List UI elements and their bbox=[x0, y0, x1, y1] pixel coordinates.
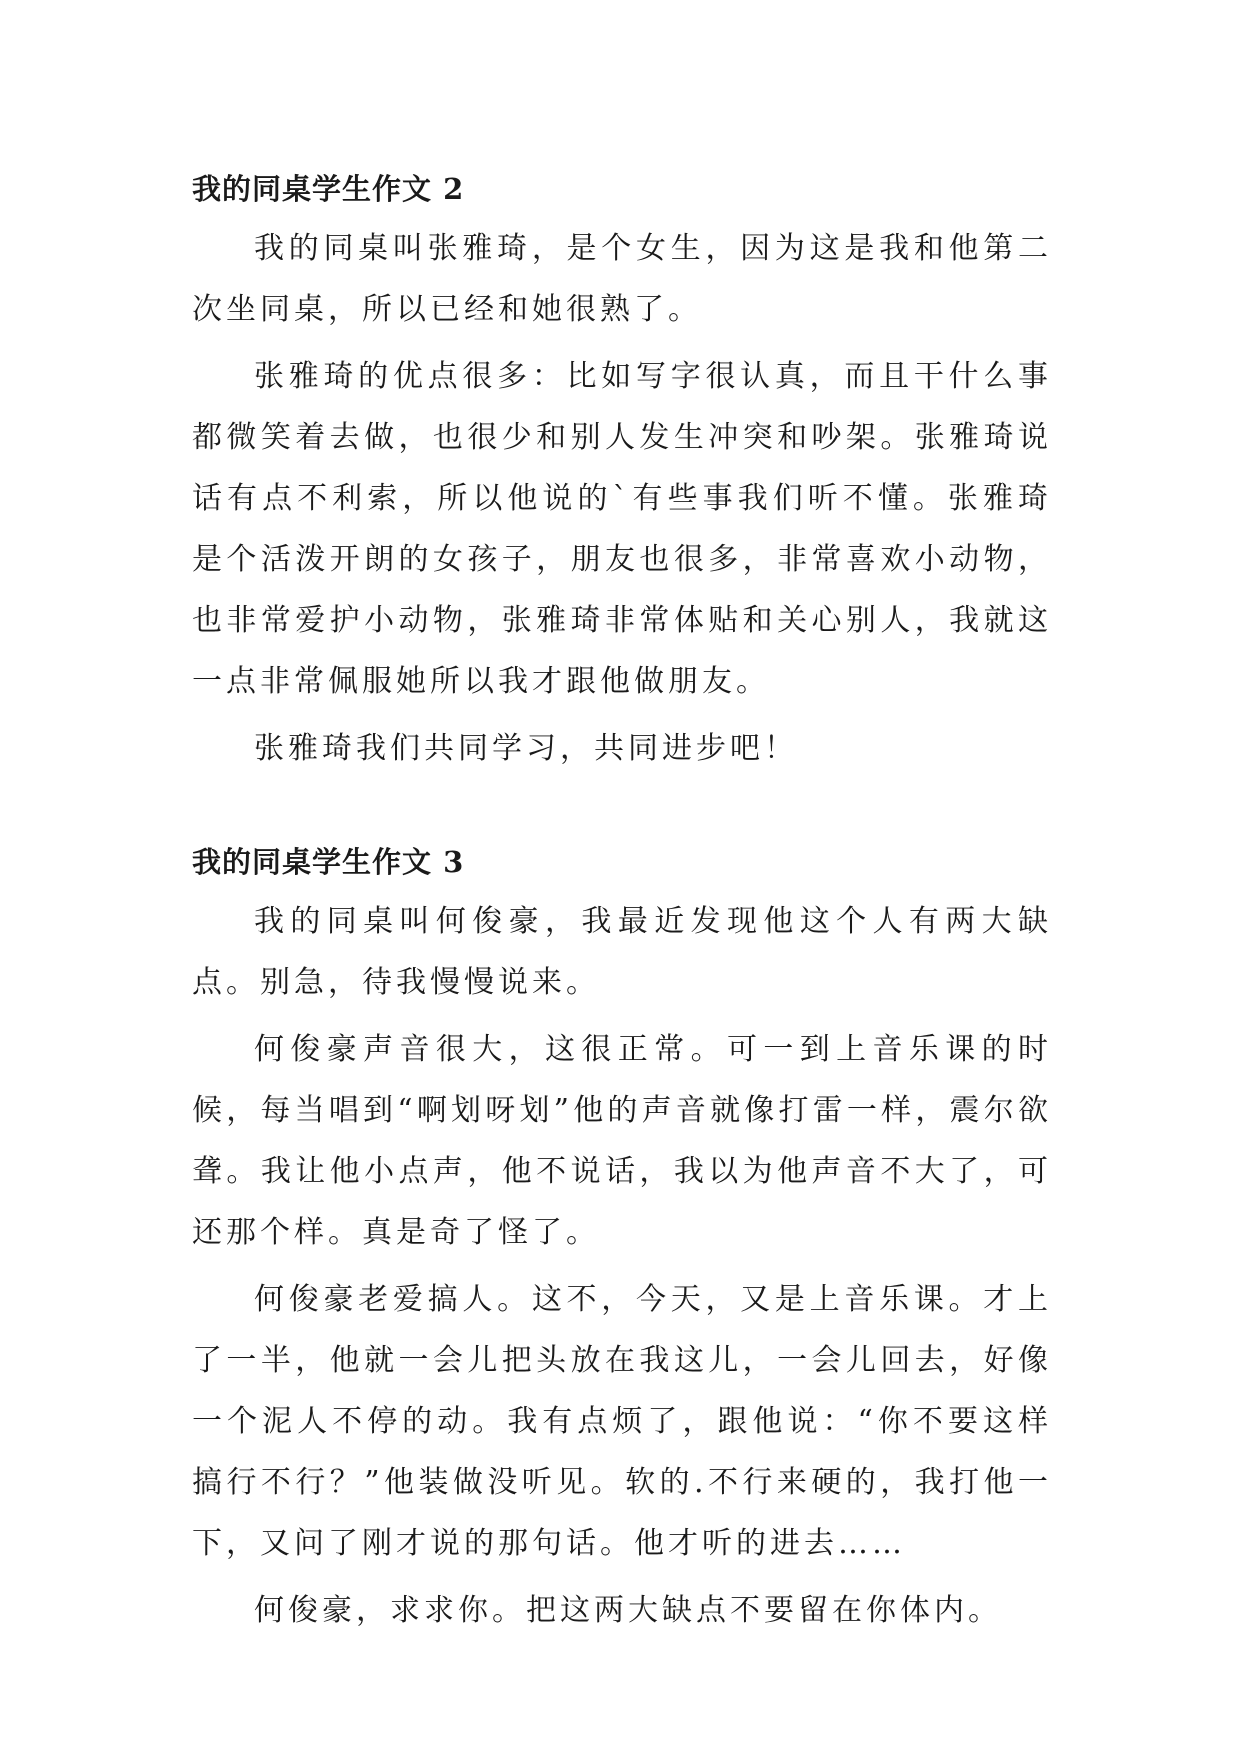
paragraph: 何俊豪老爱搞人。这不，今天，又是上音乐课。才上了一半，他就一会儿把头放在我这儿，一会儿回去，好像一个泥人不停的动。我有点烦了，跟他说：“你不要这样搞行不行？”他装做没听见。软的.不行来硬的，我打他一下，又问了刚才说的那句话。他才听的进去…… bbox=[192, 1282, 1052, 1561]
paragraph: 张雅琦的优点很多：比如写字很认真，而且干什么事都微笑着去做，也很少和别人发生冲突和吵架。张雅琦说话有点不利索，所以他说的`有些事我们听不懂。张雅琦是个活泼开朗的女孩子，朋友也很多，非常喜欢小动物，也非常爱护小动物，张雅琦非常体贴和关心别人，我就这一点非常佩服她所以我才跟他做朋友。 bbox=[192, 359, 1052, 699]
essay-title: 我的同桌学生作文 3 bbox=[192, 845, 465, 879]
paragraph: 何俊豪声音很大，这很正常。可一到上音乐课的时候，每当唱到“啊划呀划”他的声音就像打雷一样，震尔欲聋。我让他小点声，他不说话，我以为他声音不大了，可还那个样。真是奇了怪了。 bbox=[192, 1032, 1052, 1250]
essay-title: 我的同桌学生作文 2 bbox=[192, 172, 465, 206]
paragraph: 何俊豪，求求你。把这两大缺点不要留在你体内。 bbox=[254, 1593, 1002, 1628]
section-spacer bbox=[192, 785, 1052, 833]
paragraph: 我的同桌叫张雅琦，是个女生，因为这是我和他第二次坐同桌，所以已经和她很熟了。 bbox=[192, 231, 1052, 327]
paragraph: 张雅琦我们共同学习，共同进步吧！ bbox=[254, 731, 798, 766]
essay-section-2 bbox=[192, 160, 1052, 779]
document-page bbox=[192, 160, 1052, 1647]
paragraph: 我的同桌叫何俊豪，我最近发现他这个人有两大缺点。别急，待我慢慢说来。 bbox=[192, 904, 1052, 1000]
essay-section-3 bbox=[192, 833, 1052, 1641]
